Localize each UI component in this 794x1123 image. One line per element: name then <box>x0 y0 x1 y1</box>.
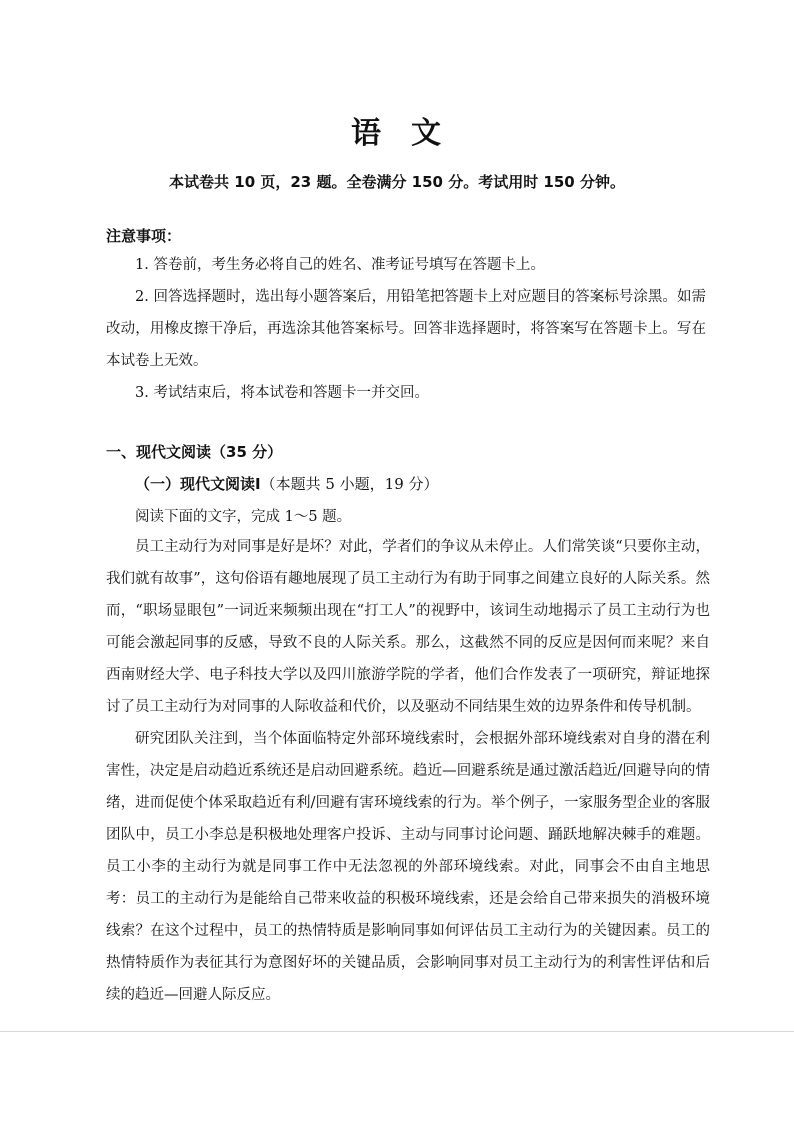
section-heading: 一、现代文阅读（35 分） <box>106 443 283 461</box>
page-title <box>0 108 794 152</box>
subsection-detail: （本题共 5 小题，19 分） <box>260 475 439 493</box>
notice-item: 2. 回答选择题时，选出每小题答案后，用铅笔把答题卡上对应题目的答案标号涂黑。如需改动，用橡皮擦干净后，再选涂其他答案标号。回答非选择题时，将答案写在答题卡上。写在本试卷上无效。 <box>106 289 706 369</box>
passage-paragraph: 研究团队关注到，当个体面临特定外部环境线索时，会根据外部环境线索对自身的潜在利害性，决定是启动趋近系统还是启动回避系统。趋近—回避系统是通过激活趋近/回避导向的情绪，进而促使个体采取趋近有利/回避有害环境线索的行为。举个例子，一家服务型企业的客服团队中，员工小李总是积极地处理客户投诉、主动与同事讨论问题、踊跃地解决棘手的难题。员工小李的主动行为就是同事工作中无法忽视的外部环境线索。对此，同事会不由自主地思考：员工的主动行为是能给自己带来收益的积极环境线索，还是会给自己带来损失的消极环境线索？在这个过程中，员工的热情特质是影响同事如何评估员工主动行为的关键因素。员工的热情特质作为表征其行为意图好坏的关键品质，会影响同事对员工主动行为的利害性评估和后续的趋近—回避人际反应。 <box>106 731 710 1003</box>
page-divider <box>0 1031 794 1032</box>
notice-item: 1. 答卷前，考生务必将自己的姓名、准考证号填写在答题卡上。 <box>135 257 545 273</box>
reading-passage <box>106 531 710 1011</box>
title-char-1: 语 <box>351 116 383 151</box>
notice-heading: 注意事项： <box>106 227 182 245</box>
title-char-2: 文 <box>411 116 443 151</box>
notice-item: 3. 考试结束后，将本试卷和答题卡一并交回。 <box>135 385 429 401</box>
passage-paragraph: 员工主动行为对同事是好是坏？对此，学者们的争议从未停止。人们常笑谈“只要你主动，我们就有故事”，这句俗语有趣地展现了员工主动行为有助于同事之间建立良好的人际关系。然而，“职场显眼包”一词近来频频出现在“打工人”的视野中，该词生动地揭示了员工主动行为也可能会激起同事的反感，导致不良的人际关系。那么，这截然不同的反应是因何而来呢？来自西南财经大学、电子科技大学以及四川旅游学院的学者，他们合作发表了一项研究，辩证地探讨了员工主动行为对同事的人际收益和代价，以及驱动不同结果生效的边界条件和传导机制。 <box>106 539 710 715</box>
subsection-label: （一）现代文阅读Ⅰ <box>135 475 261 493</box>
subsection-heading <box>135 473 439 494</box>
notice-list <box>106 249 706 409</box>
reading-instruction: 阅读下面的文字，完成 1～5 题。 <box>135 509 352 525</box>
exam-info: 本试卷共 10 页，23 题。全卷满分 150 分。考试用时 150 分钟。 <box>169 173 625 191</box>
